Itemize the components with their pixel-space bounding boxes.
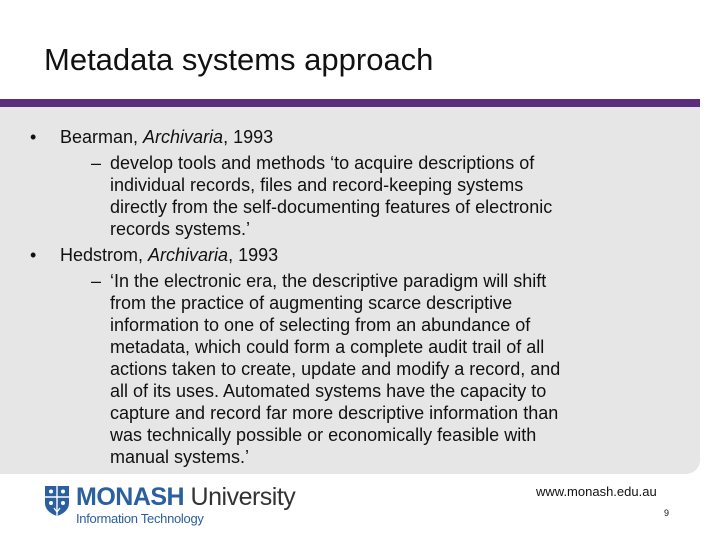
page-number: 9 — [664, 508, 670, 518]
text-line: information to one of selecting from an abundance of — [110, 315, 531, 335]
text-line: actions taken to create, update and modify a record, and — [110, 359, 561, 379]
author-name: Bearman, — [60, 127, 144, 147]
journal-name: Archivaria — [143, 127, 224, 147]
publication-year: , 1993 — [223, 127, 274, 147]
title-divider-bar — [0, 99, 700, 107]
slide-title: Metadata systems approach — [44, 42, 434, 77]
text-line: directly from the self-documenting features of electronic — [110, 197, 553, 217]
sub-bullet-text — [110, 270, 560, 468]
author-name: Hedstrom, — [60, 245, 149, 265]
text-line: from the practice of augmenting scarce descriptive — [110, 293, 513, 313]
bullet-heading — [60, 244, 278, 266]
dash-marker: – — [91, 153, 102, 173]
sub-bullet-text — [110, 152, 552, 240]
journal-name: Archivaria — [148, 245, 229, 265]
text-line: individual records, files and record-keeping systems — [110, 175, 524, 195]
text-line: ‘In the electronic era, the descriptive paradigm will shift — [110, 271, 547, 291]
bullet-marker: • — [30, 127, 37, 147]
text-line: metadata, which could form a complete audit trail of all — [110, 337, 545, 357]
text-line: records systems.’ — [110, 219, 251, 239]
text-line: capture and record far more descriptive information than — [110, 403, 559, 423]
logo-subtitle: Information Technology — [76, 511, 204, 526]
text-line: develop tools and methods ‘to acquire descriptions of — [110, 153, 535, 173]
crest-icon — [44, 485, 70, 517]
bullet-marker: • — [30, 245, 37, 265]
text-line: was technically possible or economically feasible with — [110, 425, 537, 445]
logo-university: University — [184, 483, 296, 511]
text-line: all of its uses. Automated systems have the capacity to — [110, 381, 547, 401]
logo-wordmark — [76, 483, 295, 512]
publication-year: , 1993 — [228, 245, 279, 265]
dash-marker: – — [91, 271, 102, 291]
bullet-heading — [60, 126, 273, 148]
footer-url: www.monash.edu.au — [536, 484, 657, 499]
logo-monash: MONASH — [76, 483, 185, 511]
monash-logo — [44, 483, 296, 530]
text-line: manual systems.’ — [110, 447, 250, 467]
